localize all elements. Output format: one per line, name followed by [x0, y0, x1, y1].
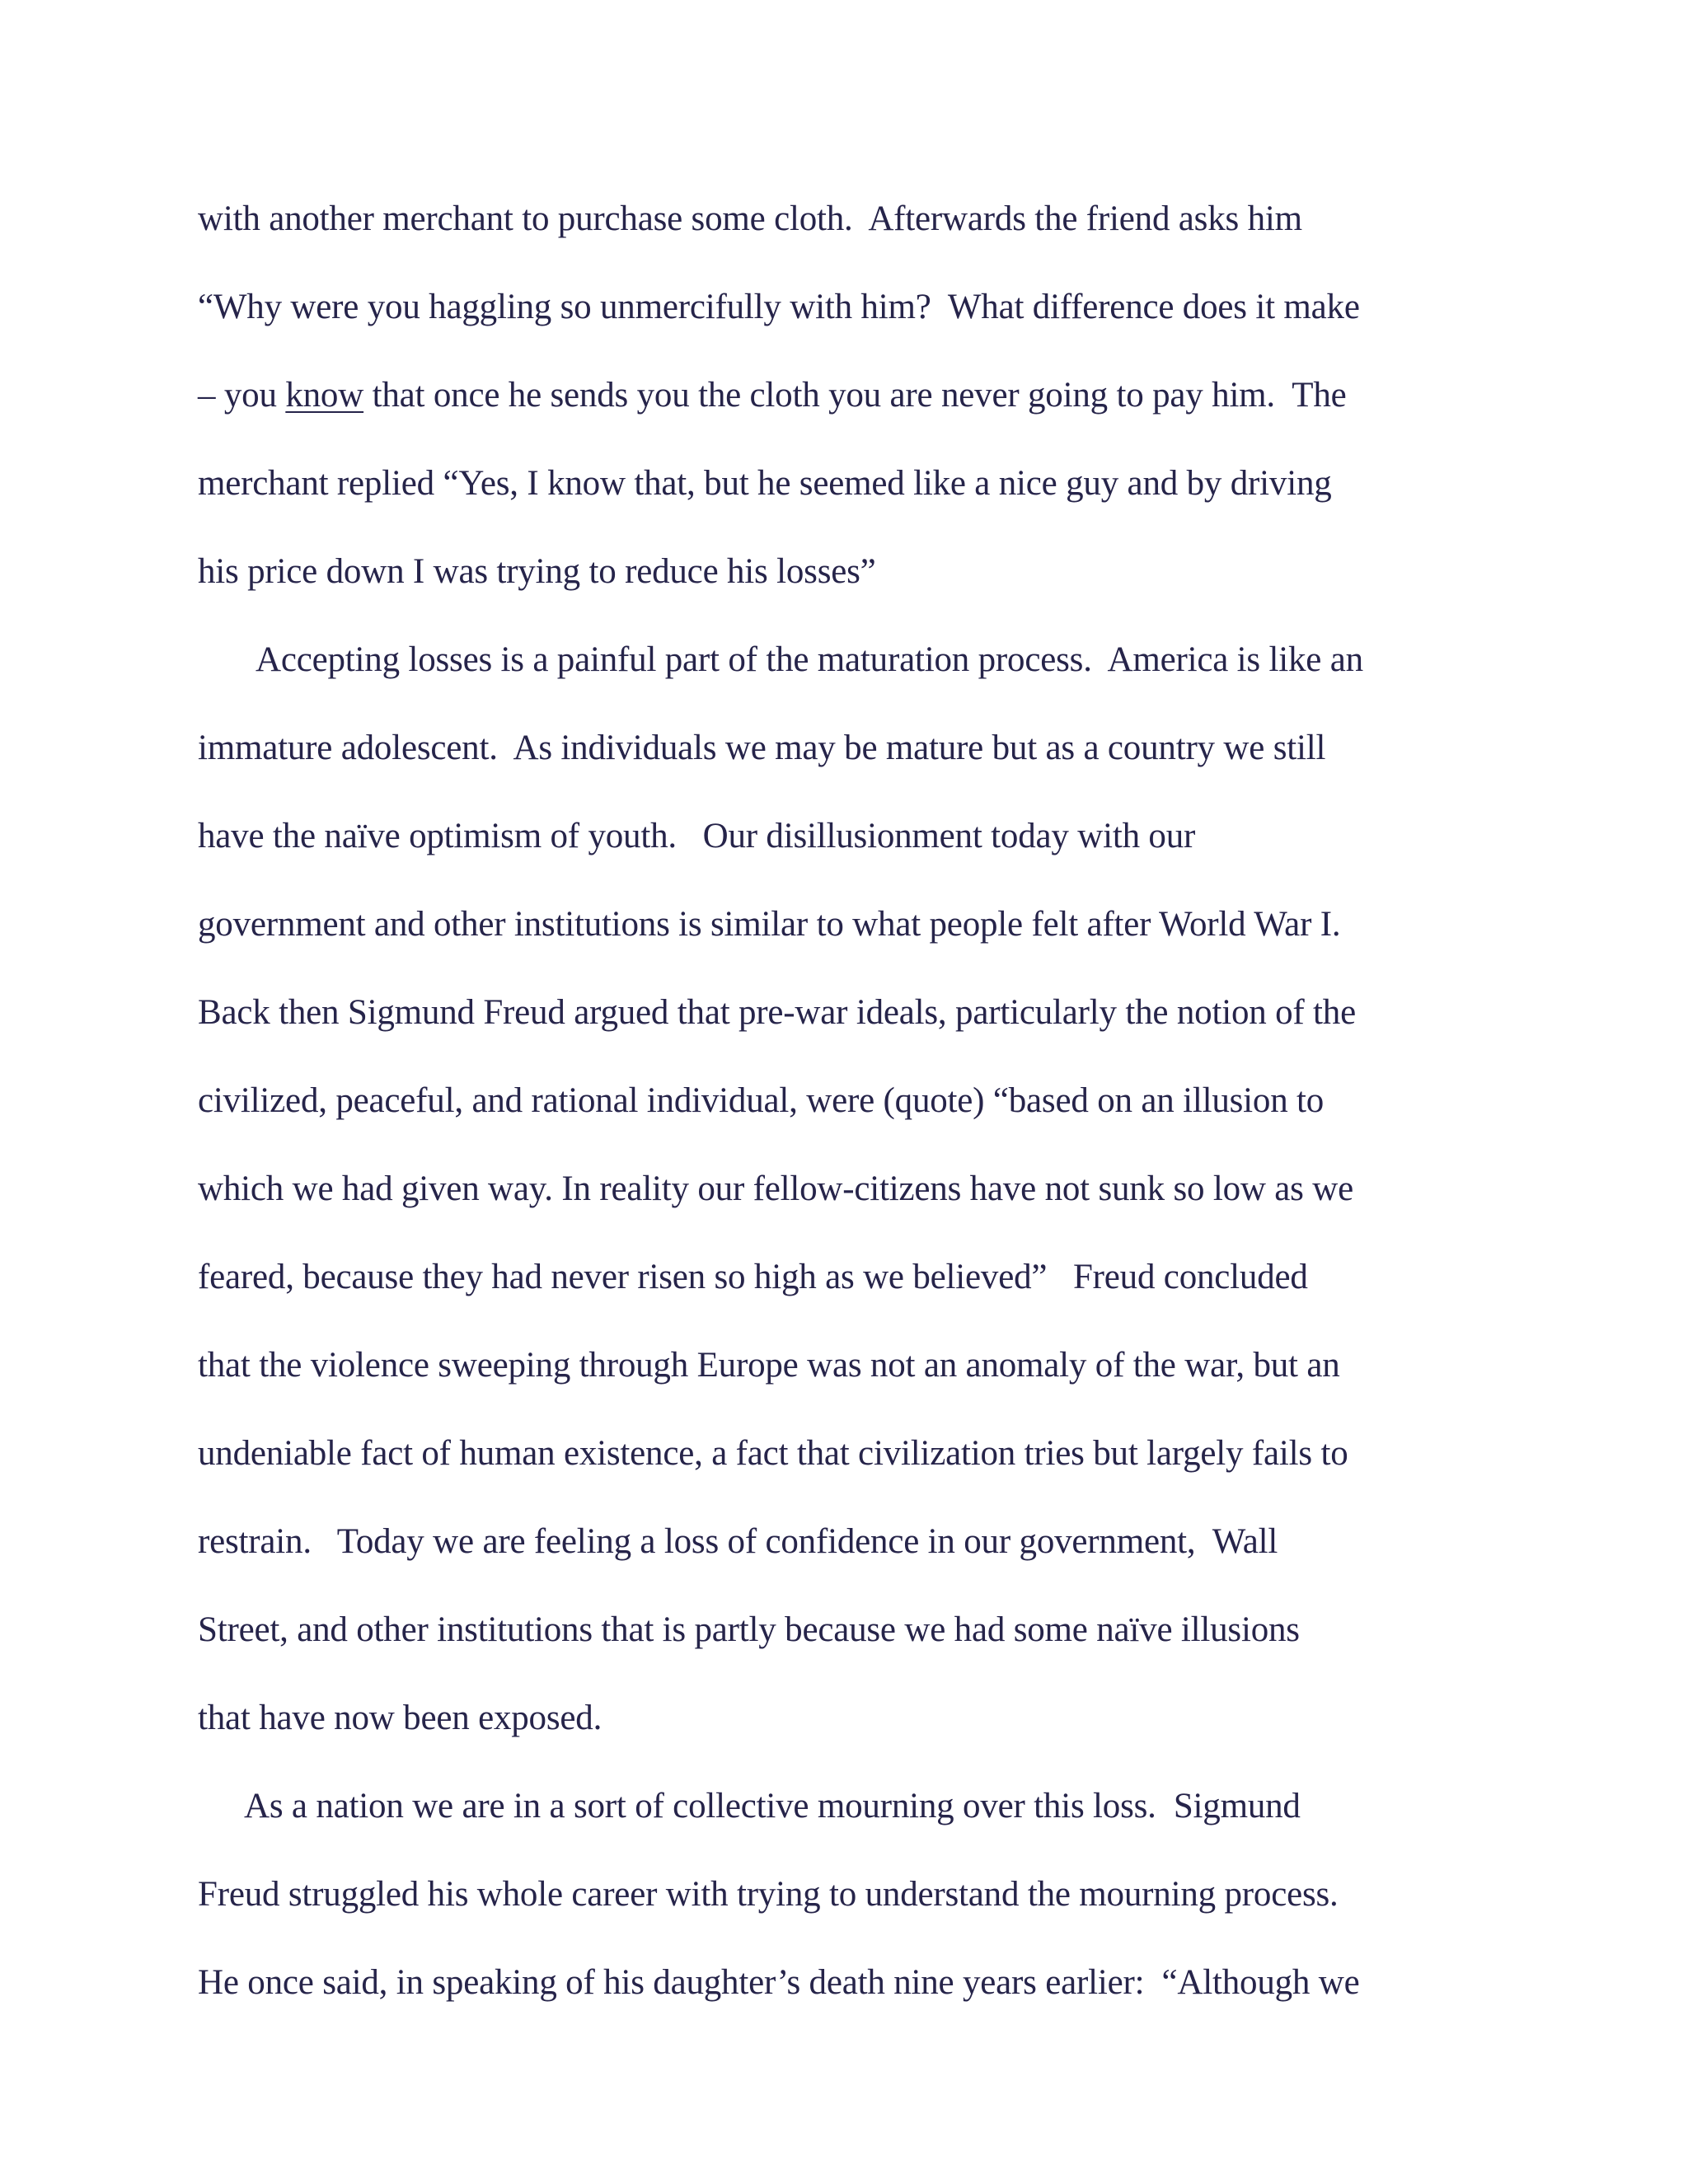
text-line-3 — [198, 363, 1517, 451]
text-line-11: civilized, peaceful, and rational individual, were (quote) “based on an illusion to — [198, 1081, 1325, 1120]
text-line-5: his price down I was trying to reduce his losses” — [198, 552, 876, 591]
text-line-3-pre: – you — [198, 376, 286, 415]
text-line-13: feared, because they had never risen so high as we believed” Freud concluded — [198, 1258, 1308, 1296]
text-line-4: merchant replied “Yes, I know that, but he seemed like a nice guy and by driving — [198, 464, 1332, 503]
paragraph-start-line-19: As a nation we are in a sort of collective mourning over this loss. Sigmund — [244, 1787, 1301, 1825]
text-line-12: which we had given way. In reality our fellow-citizens have not sunk so low as we — [198, 1169, 1354, 1208]
text-line-20: Freud struggled his whole career with trying to understand the mourning process. — [198, 1875, 1339, 1914]
text-line-7: immature adolescent. As individuals we may be mature but as a country we still — [198, 729, 1326, 767]
paragraph-start-line-6: Accepting losses is a painful part of the maturation process. America is like an — [256, 640, 1363, 679]
text-line-10: Back then Sigmund Freud argued that pre-war ideals, particularly the notion of the — [198, 993, 1356, 1032]
document-body — [198, 186, 1517, 2038]
text-line-17: Street, and other institutions that is partly because we had some naïve illusions — [198, 1610, 1300, 1649]
text-line-3-post: that once he sends you the cloth you are never going to pay him. The — [363, 376, 1347, 415]
text-line-15: undeniable fact of human existence, a fact that civilization tries but largely fails to — [198, 1434, 1348, 1473]
text-line-9: government and other institutions is similar to what people felt after World War I. — [198, 905, 1341, 944]
text-line-2: “Why were you haggling so unmercifully with him? What difference does it make — [198, 288, 1360, 326]
text-line-18: that have now been exposed. — [198, 1699, 603, 1737]
underlined-word-know: know — [285, 376, 364, 415]
text-line-1: with another merchant to purchase some cloth. Afterwards the friend asks him — [198, 199, 1302, 238]
text-line-14: that the violence sweeping through Europe was not an anomaly of the war, but an — [198, 1346, 1340, 1385]
text-line-16: restrain. Today we are feeling a loss of confidence in our government, Wall — [198, 1522, 1278, 1561]
text-line-21: He once said, in speaking of his daughter’s death nine years earlier: “Although we — [198, 1963, 1360, 2002]
text-line-8: have the naïve optimism of youth. Our disillusionment today with our — [198, 817, 1196, 855]
